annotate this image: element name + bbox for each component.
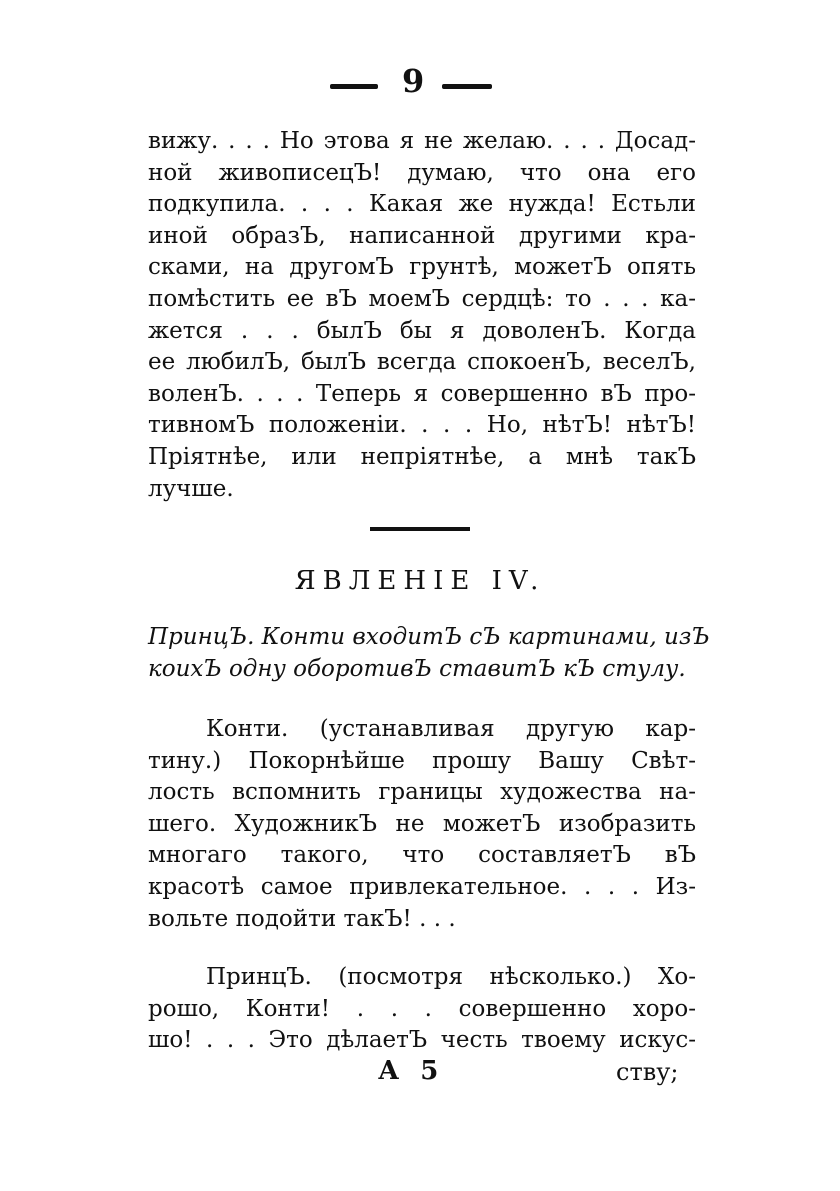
text-line: жется . . . былЪ бы я доволенЪ. Когда bbox=[148, 317, 696, 344]
text-line: лость вспомнить границы художества на- bbox=[148, 779, 696, 806]
text-line: шего. ХудожникЪ не можетЪ изобразить bbox=[148, 810, 696, 837]
text-line: лучше. bbox=[148, 475, 234, 502]
text-line: воленЪ. . . . Теперь я совершенно вЪ про- bbox=[148, 380, 696, 407]
scene-title: ЯВЛЕНІЕ IV. bbox=[294, 566, 546, 596]
text-line: рошо, Конти! . . . совершенно хоро- bbox=[148, 995, 696, 1022]
text-line: шо! . . . Это дѣлаетЪ честь твоему искус- bbox=[148, 1027, 696, 1054]
running-head bbox=[330, 60, 500, 100]
text-line: ПринцЪ. (посмотря нѣсколько.) Хо- bbox=[206, 964, 696, 990]
head-dash-left bbox=[330, 84, 378, 89]
text-line: тину.) Покорнѣйше прошу Вашу Свѣт- bbox=[148, 747, 696, 774]
stage-direction bbox=[148, 622, 710, 685]
paragraph-3 bbox=[148, 962, 696, 1057]
text-line: вольте подойти такЪ! . . . bbox=[148, 905, 456, 932]
section-rule bbox=[370, 527, 470, 531]
text-line: помѣстить ее вЪ моемЪ сердцѣ: то . . . ка- bbox=[148, 285, 696, 312]
text-line: Пріятнѣе, или непріятнѣе, а мнѣ такЪ bbox=[148, 443, 696, 470]
text-line: Конти. (устанавливая другую кар- bbox=[206, 716, 696, 742]
text-line: иной образЪ, написанной другими кра- bbox=[148, 222, 696, 249]
text-line: многаго такого, что составляетЪ вЪ bbox=[148, 842, 696, 869]
text-line: вижу. . . . Но этова я не желаю. . . . Досад- bbox=[148, 128, 696, 154]
text-line: подкупила. . . . Какая же нужда! Естьли bbox=[148, 191, 696, 218]
text-line: тивномЪ положеніи. . . . Но, нѣтЪ! нѣтЪ! bbox=[148, 412, 696, 439]
text-line: ной живописецЪ! думаю, что она его bbox=[148, 159, 696, 186]
signature-mark: А 5 bbox=[378, 1056, 445, 1086]
paragraph-2 bbox=[148, 714, 696, 935]
paragraph-1 bbox=[148, 126, 696, 505]
text-line: ее любилЪ, былЪ всегда спокоенЪ, веселЪ, bbox=[148, 349, 696, 376]
head-dash-right bbox=[442, 84, 492, 89]
catchword: ству; bbox=[616, 1058, 679, 1086]
page-number: 9 bbox=[402, 62, 425, 100]
text-line: красотѣ самое привлекательное. . . . Из- bbox=[148, 873, 696, 900]
text-line: ПринцЪ. Конти входитЪ сЪ картинами, изЪ bbox=[148, 624, 710, 650]
text-line: коихЪ одну оборотивЪ ставитЪ кЪ стулу. bbox=[148, 655, 686, 682]
text-line: сками, на другомЪ грунтѣ, можетЪ опять bbox=[148, 254, 696, 281]
